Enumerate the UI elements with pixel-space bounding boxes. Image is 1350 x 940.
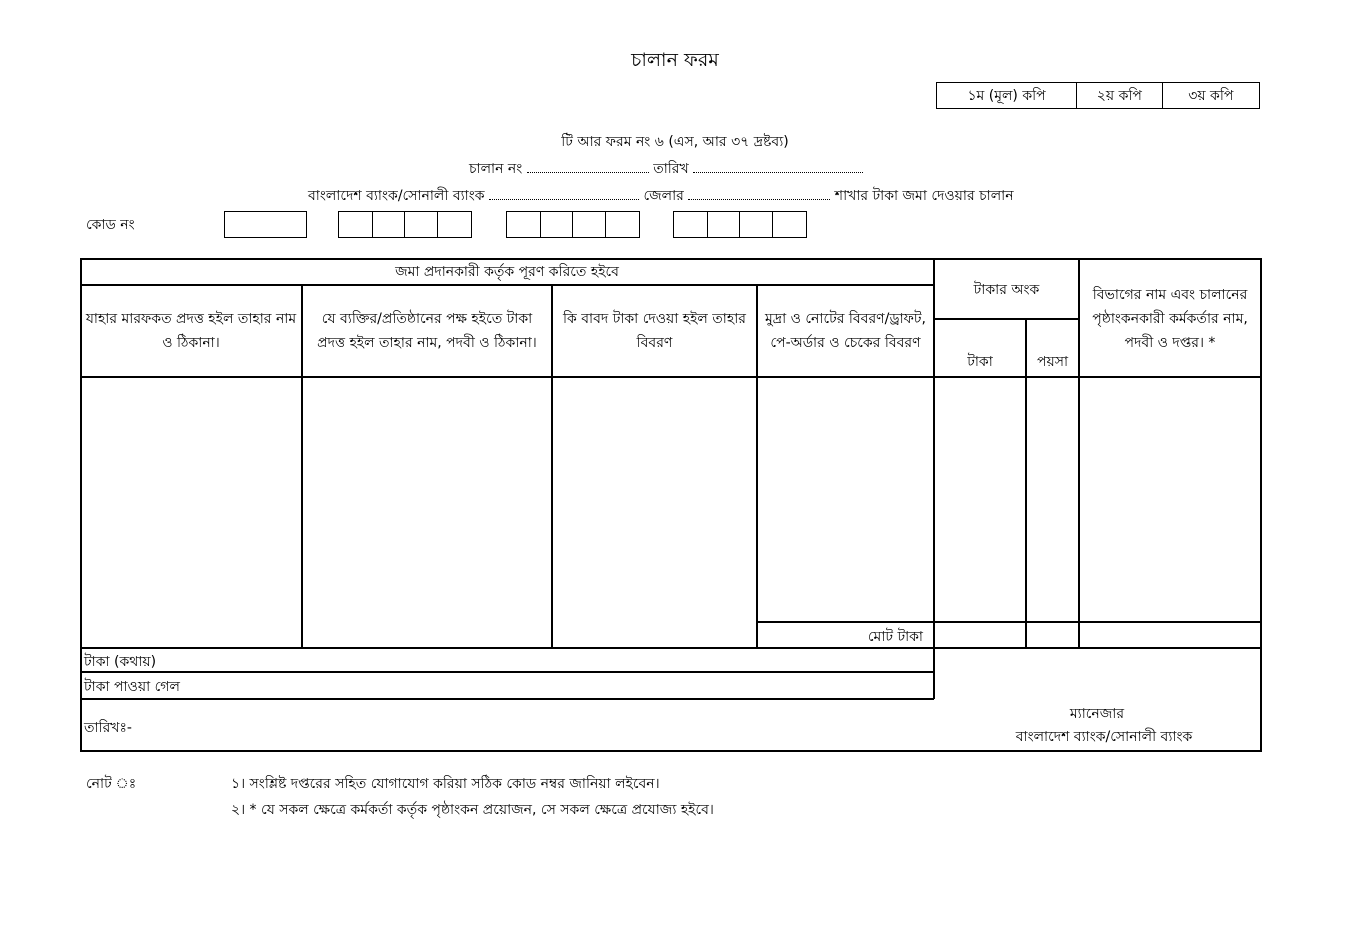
department-header: বিভাগের নাম এবং চালানের পৃষ্ঠাংকনকারী কর্মকর্তার নাম, পদবী ও দপ্তর। * xyxy=(1092,287,1248,351)
date-field[interactable] xyxy=(693,160,863,173)
code-group-3[interactable] xyxy=(506,211,640,238)
manager-bank: বাংলাদেশ ব্যাংক/সোনালী ব্যাংক xyxy=(1015,729,1193,745)
col-on-behalf-header: যে ব্যক্তির/প্রতিষ্ঠানের পক্ষ হইতে টাকা প্রদত্ত হইল তাহার নাম, পদবী ও ঠিকানা। xyxy=(317,310,537,351)
taka-in-words-input[interactable] xyxy=(200,649,930,671)
col-payer-header: যাহার মারফকত প্রদত্ত হইল তাহার নাম ও ঠিকানা। xyxy=(85,310,297,351)
copy-third: ৩য় কপি xyxy=(1188,87,1234,104)
col-purpose-header: কি বাবদ টাকা দেওয়া হইল তাহার বিবরণ xyxy=(563,310,746,351)
taka-received-label: টাকা পাওয়া গেল xyxy=(84,679,180,695)
amount-header: টাকার অংক xyxy=(973,282,1040,298)
taka-received-input[interactable] xyxy=(200,673,930,697)
on-behalf-input[interactable] xyxy=(303,378,551,647)
district-label: জেলার xyxy=(643,188,684,204)
note-1: ১। সংশ্লিষ্ট দপ্তরের সহিত যোগাযোগ করিয়া সঠিক কোড নম্বর জানিয়া লইবেন। xyxy=(231,776,660,792)
taka-in-words-label: টাকা (কথায়) xyxy=(84,654,157,670)
district-field[interactable] xyxy=(688,187,830,200)
code-group-1[interactable] xyxy=(224,211,307,238)
challan-no-label: চালান নং xyxy=(469,161,523,177)
department-input[interactable] xyxy=(1080,378,1260,621)
paisa-input[interactable] xyxy=(1027,378,1078,621)
date-label: তারিখ xyxy=(653,161,689,177)
challan-no-field[interactable] xyxy=(527,160,649,173)
branch-suffix: শাখার টাকা জমা দেওয়ার চালান xyxy=(834,188,1014,204)
page-title: চালান ফরম xyxy=(631,49,719,71)
total-taka-input[interactable] xyxy=(935,623,1025,647)
form-reference: টি আর ফরম নং ৬ (এস, আর ৩৭ দ্রষ্টব্য) xyxy=(561,134,789,150)
currency-details-input[interactable] xyxy=(758,378,933,621)
code-label: কোড নং xyxy=(86,217,135,233)
total-label: মোট টাকা xyxy=(867,629,923,645)
payer-input[interactable] xyxy=(82,378,301,647)
purpose-input[interactable] xyxy=(553,378,756,647)
code-group-4[interactable] xyxy=(673,211,807,238)
copy-second: ২য় কপি xyxy=(1077,83,1162,108)
footer-date-label: তারিখঃ- xyxy=(84,720,132,736)
copy-selector xyxy=(936,82,1260,109)
code-group-2[interactable] xyxy=(338,211,472,238)
challan-no-row xyxy=(469,157,863,181)
taka-header: টাকা xyxy=(967,354,993,370)
col-currency-details-header: মুদ্রা ও নোটের বিবরণ/ড্রাফট, পে-অর্ডার ও চেকের বিবরণ xyxy=(765,310,926,351)
paisa-header: পয়সা xyxy=(1036,354,1069,370)
depositor-header: জমা প্রদানকারী কর্তৃক পূরণ করিতে হইবে xyxy=(395,263,619,280)
manager-title: ম্যানেজার xyxy=(1069,706,1125,722)
total-paisa-input[interactable] xyxy=(1027,623,1078,647)
bank-row xyxy=(308,184,1014,208)
note-label: নোট ঃ xyxy=(86,776,137,792)
taka-input[interactable] xyxy=(935,378,1025,621)
bank-field[interactable] xyxy=(489,187,639,200)
note-2: ২। * যে সকল ক্ষেত্রে কর্মকর্তা কর্তৃক পৃষ্ঠাংকন প্রয়োজন, সে সকল ক্ষেত্রে প্রযোজ্য হইবে। xyxy=(231,802,714,818)
copy-original: ১ম (মূল) কপি xyxy=(937,83,1077,108)
bank-label: বাংলাদেশ ব্যাংক/সোনালী ব্যাংক xyxy=(308,188,485,204)
